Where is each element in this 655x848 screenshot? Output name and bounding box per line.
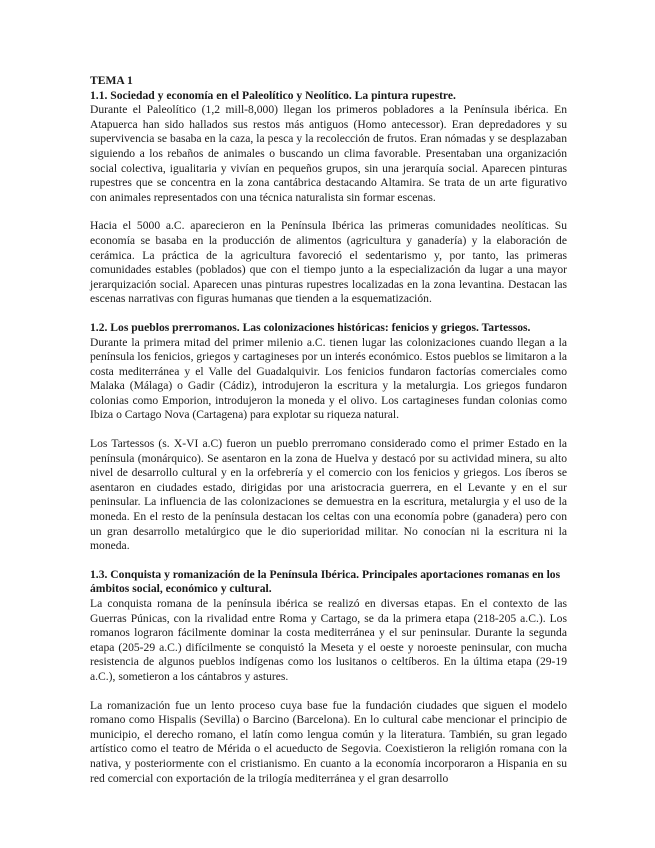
paragraph-conquista: La conquista romana de la península ibérica se realizó en diversas etapas. En el contexto de las Guerras Púnicas, con la rivalidad entre Roma y Cartago, se da la primera etapa (218-205 a.C.). Los romanos lograron fácilmente dominar la costa mediterránea y el sur peninsular. Durante la segunda etapa (205-29 a.C.) difícilmente se conquistó la Meseta y el oeste y noroeste peninsular, con mucha resistencia de algunos pueblos indígenas como los lusitanos o celtíberos. En la última etapa (29-19 a.C.), sometieron a los cántabros y astures. <box>90 597 567 683</box>
paragraph-neolitico: Hacia el 5000 a.C. aparecieron en la Península Ibérica las primeras comunidades neolíticas. Su economía se basaba en la producción de alimentos (agricultura y ganadería) y la elaboración de cerámica. La práctica de la agricultura favoreció el sedentarismo y, por tanto, las primeras comunidades estables (poblados) que con el tiempo junto a la especialización da lugar a una mayor jerarquización social. Aparecen unas pinturas rupestres localizadas en la zona levantina. Destacan las escenas narrativas con figuras humanas que tienden a la esquematización. <box>90 219 567 306</box>
paragraph-romanizacion: La romanización fue un lento proceso cuya base fue la fundación ciudades que siguen el modelo romano como Hispalis (Sevilla) o Barcino (Barcelona). En lo cultural cabe mencionar el principio de municipio, el derecho romano, el latín como lengua común y la literatura. También, su gran legado artístico como el teatro de Mérida o el acueducto de Segovia. Coexistieron la religión romana con la nativa, y posteriormente con el cristianismo. En cuanto a la economía incorporaron a Hispania en su red comercial con exportación de la trilogía mediterránea y el gran desarrollo <box>90 698 567 785</box>
paragraph-colonizaciones: Durante la primera mitad del primer milenio a.C. tienen lugar las colonizaciones cuando llegan a la península los fenicios, griegos y cartagineses por un interés económico. Estos pueblos se limitaron a la costa mediterránea y el Valle del Guadalquivir. Los fenicios fundaron factorías comerciales como Malaka (Málaga) o Gadir (Cádiz), introdujeron la escritura y la metalurgia. Los griegos fundaron colonias como Emporion, introdujeron la moneda y el olivo. Los cartagineses fundan colonias como Ibiza o Cartago Nova (Cartagena) para explotar su riqueza natural. <box>90 335 567 422</box>
document-page <box>90 74 567 786</box>
section-heading-1-2: 1.2. Los pueblos prerromanos. Las colonizaciones históricas: fenicios y griegos. Tartessos. <box>90 320 531 334</box>
paragraph-paleolitico: Durante el Paleolítico (1,2 mill-8,000) llegan los primeros pobladores a la Península ibérica. En Atapuerca han sido hallados sus restos más antiguos (Homo antecessor). Eran depredadores y su supervivencia se basaba en la caza, la pesca y la recolección de frutos. Eran nómadas y se desplazaban siguiendo a los rebaños de animales o buscando un clima favorable. Presentaban una organización social colectiva, igualitaria y vivían en pequeños grupos, sin una jerarquía social. Aparecen pinturas rupestres que se concentra en la zona cantábrica destacando Altamira. Se trata de un arte figurativo con animales representados con una técnica naturalista sin formar escenas. <box>90 103 567 204</box>
section-heading-1-3: 1.3. Conquista y romanización de la Península Ibérica. Principales aportaciones romanas en los ámbitos social, económico y cultural. <box>90 567 561 596</box>
paragraph-tartessos: Los Tartessos (s. X-VI a.C) fueron un pueblo prerromano considerado como el primer Estado en la península (monárquico). Se asentaron en la zona de Huelva y destacó por su actividad minera, su alto nivel de desarrollo cultural y en la orfebrería y el comercio con los fenicios y griegos. Los íberos se asentaron en ciudades estado, dirigidas por una aristocracia guerrera, en el Levante y en el sur peninsular. La influencia de las colonizaciones se demuestra en la escritura, metalurgia y el uso de la moneda. En el resto de la península destacan los celtas con una economía pobre (ganadera) pero con un gran desarrollo metalúrgico que le dio superioridad militar. No conocían ni la escritura ni la moneda. <box>90 437 567 553</box>
document-title: TEMA 1 <box>90 74 133 87</box>
section-heading-1-1: 1.1. Sociedad y economía en el Paleolítico y Neolítico. La pintura rupestre. <box>90 88 456 102</box>
